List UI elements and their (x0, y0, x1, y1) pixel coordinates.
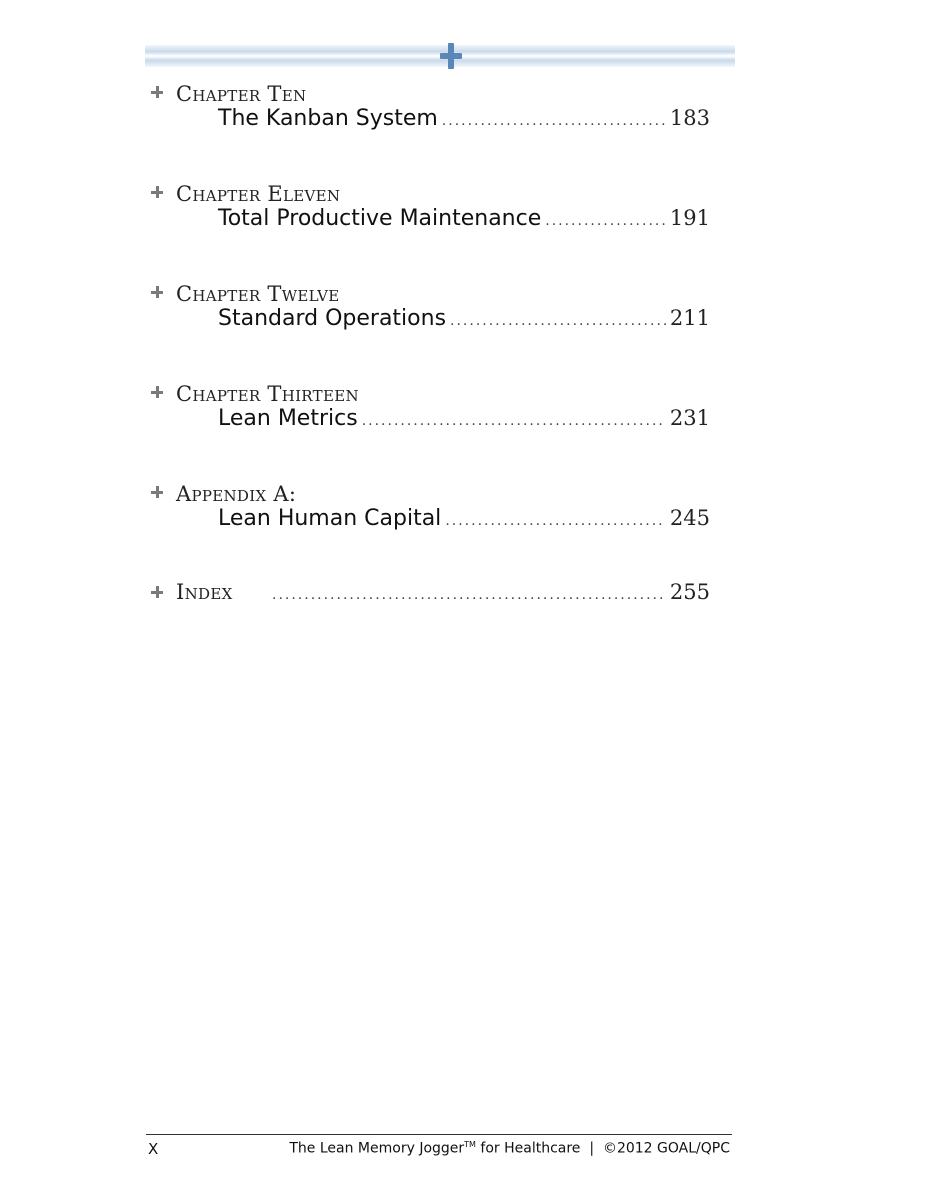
toc-list (150, 80, 715, 620)
chapter-title[interactable]: Standard Operations (218, 306, 447, 331)
chapter-title[interactable]: Lean Metrics (218, 406, 358, 431)
chapter-label: Chapter Thirteen (176, 382, 359, 406)
toc-entry[interactable] (150, 480, 715, 580)
chapter-title[interactable]: Total Productive Maintenance (218, 206, 542, 231)
page-number[interactable]: 245 (669, 506, 710, 530)
toc-entry[interactable] (150, 380, 715, 480)
dot-leader (362, 413, 666, 429)
plus-icon (150, 285, 166, 301)
page-number[interactable]: 191 (669, 206, 710, 230)
dot-leader (445, 513, 666, 529)
dot-leader (272, 587, 666, 603)
appendix-label: Appendix A: (176, 482, 297, 506)
page-number[interactable]: 255 (669, 580, 710, 604)
book-title: The Lean Memory Jogger (289, 1140, 465, 1157)
page-number[interactable]: 211 (669, 306, 710, 330)
page-number[interactable]: 231 (669, 406, 710, 430)
toc-line (218, 206, 710, 231)
plus-icon (150, 85, 166, 101)
plus-icon (150, 485, 166, 501)
footer-credit (289, 1140, 730, 1157)
toc-entry[interactable] (150, 180, 715, 280)
toc-line (218, 306, 710, 331)
chapter-label: Chapter Eleven (176, 182, 341, 206)
chapter-title[interactable]: The Kanban System (218, 106, 438, 131)
plus-icon (150, 385, 166, 401)
toc-line (218, 406, 710, 431)
copyright: ©2012 GOAL/QPC (602, 1140, 730, 1157)
footer-divider (146, 1134, 732, 1135)
index-label[interactable]: Index (176, 580, 233, 604)
dot-leader (450, 313, 666, 329)
toc-line (218, 506, 710, 531)
toc-entry[interactable] (150, 80, 715, 180)
appendix-title[interactable]: Lean Human Capital (218, 506, 442, 531)
toc-entry[interactable] (150, 280, 715, 380)
toc-line (176, 580, 710, 604)
book-subtitle: for Healthcare (480, 1140, 581, 1157)
dot-leader (442, 113, 666, 129)
page-number[interactable]: 183 (669, 106, 710, 130)
plus-icon (150, 185, 166, 201)
footer-separator: | (589, 1140, 595, 1157)
blue-cross-icon (440, 43, 462, 69)
plus-icon (150, 585, 166, 601)
chapter-label: Chapter Ten (176, 82, 307, 106)
trademark-mark: TM (464, 1140, 476, 1149)
dot-leader (545, 213, 666, 229)
footer-page-number: X (148, 1140, 159, 1158)
toc-line (218, 106, 710, 131)
toc-entry-index[interactable] (150, 580, 715, 620)
chapter-label: Chapter Twelve (176, 282, 340, 306)
